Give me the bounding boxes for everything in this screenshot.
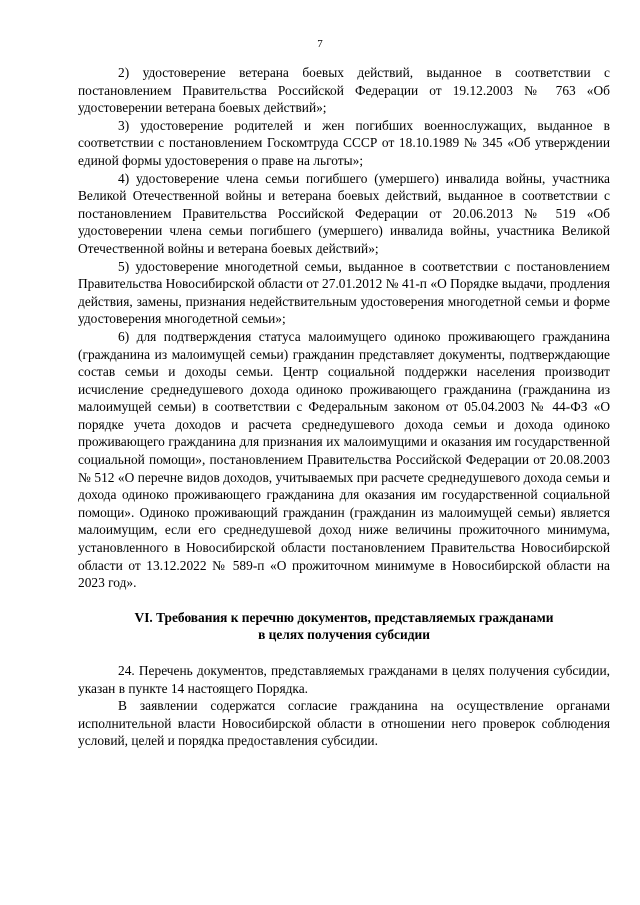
- list-item: 4) удостоверение члена семьи погибшего (умершего) инвалида войны, участника Великой Отечественной войны и ветерана боевых действий, выданное в соответствии с постановлением Правительства Российской Федерации от 20.06.2013 № 519 «Об удостоверении члена семьи погибшего (умершего) инвалида войны, участника Великой Отечественной войны и ветерана боевых действий»;: [78, 170, 610, 256]
- section-heading: [78, 609, 610, 644]
- spacer: [78, 644, 610, 662]
- list-item: 3) удостоверение родителей и жен погибших военнослужащих, выданное в соответствии с постановлением Госкомтруда СССР от 18.10.1989 № 345 «Об утверждении единой формы удостоверения о праве на льготы»;: [78, 117, 610, 168]
- list-item: 5) удостоверение многодетной семьи, выданное в соответствии с постановлением Правительства Новосибирской области от 27.01.2012 № 41-п «О Порядке выдачи, продления действия, замены, признания недействительным удостоверения многодетной семьи и форме удостоверения многодетной семьи»;: [78, 258, 610, 327]
- paragraph: В заявлении содержатся согласие гражданина на осуществление органами исполнительной власти Новосибирской области в отношении него проверок соблюдения условий, целей и порядка предоставления субсидии.: [78, 698, 610, 749]
- paragraph: 24. Перечень документов, представляемых гражданами в целях получения субсидии, указан в пункте 14 настоящего Порядка.: [78, 663, 610, 696]
- list-item: 2) удостоверение ветерана боевых действий, выданное в соответствии с постановлением Правительства Российской Федерации от 19.12.2003 № 763 «Об удостоверении ветерана боевых действий»;: [78, 65, 610, 116]
- section-heading-line: VI. Требования к перечню документов, представляемых гражданами: [134, 609, 554, 625]
- section-heading-line: в целях получения субсидии: [258, 627, 430, 643]
- page-number: 7: [317, 38, 323, 50]
- document-body: [78, 64, 610, 750]
- list-item: 6) для подтверждения статуса малоимущего одиноко проживающего гражданина (гражданина из малоимущей семьи) гражданин представляет документы, подтверждающие состав семьи и доходы семьи. Центр социальной поддержки населения производит исчисление среднедушевого дохода одиноко проживающего гражданина (гражданина из малоимущей семьи) в соответствии с Федеральным законом от 05.04.2003 № 44-ФЗ «О порядке учета доходов и расчета среднедушевого дохода семьи и дохода одиноко проживающего гражданина для признания их малоимущими и оказания им государственной социальной помощи», постановлением Правительства Российской Федерации от 20.08.2003 № 512 «О перечне видов доходов, учитываемых при расчете среднедушевого дохода семьи и дохода одиноко проживающего гражданина для оказания им государственной социальной помощи». Одиноко проживающий гражданин (гражданин из малоимущей семьи) является малоимущим, если его среднедушевой доход ниже величины прожиточного минимума, установленного в Новосибирской области постановлением Правительства Новосибирской области от 13.12.2022 № 589-п «О прожиточном минимуме в Новосибирской области на 2023 год».: [78, 328, 610, 591]
